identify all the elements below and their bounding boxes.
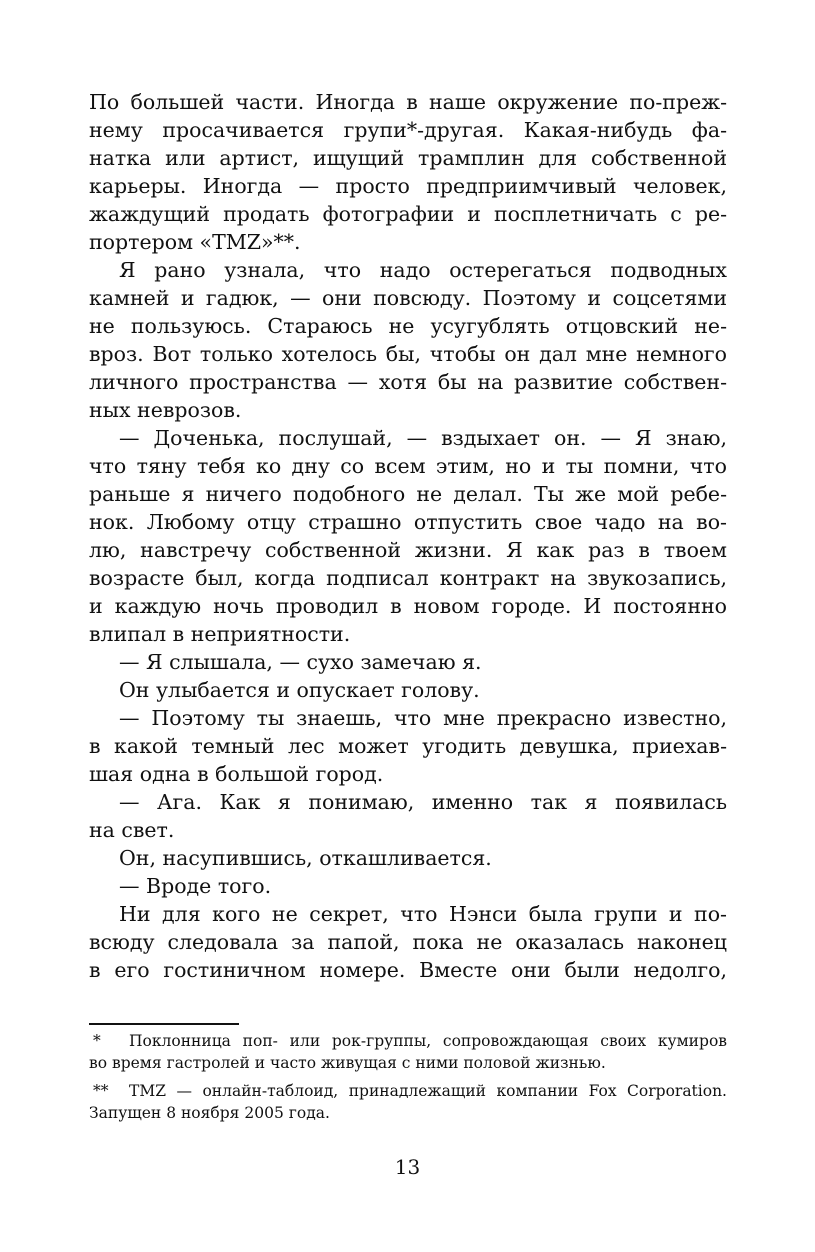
text-line: личного пространства — хотя бы на развитие собствен- [89, 370, 727, 394]
text-line: не пользуюсь. Стараюсь не усугублять отцовский не- [89, 314, 727, 338]
text-line: Он, насупившись, откашливается. [119, 846, 492, 870]
text-line: возрасте был, когда подписал контракт на звукозапись, [89, 566, 727, 590]
footnote-line [89, 1030, 727, 1052]
text-line: карьеры. Иногда — просто предприимчивый человек, [89, 174, 727, 198]
text-line: портером «TMZ»**. [89, 230, 301, 254]
text-line: в его гостиничном номере. Вместе они были недолго, [89, 958, 727, 982]
page-number: 13 [394, 1155, 421, 1179]
text-line: Ни для кого не секрет, что Нэнси была групи и по- [119, 902, 727, 926]
text-line: — Я слышала, — сухо замечаю я. [119, 650, 482, 674]
text-line: в какой темный лес может угодить девушка, приехав- [89, 734, 727, 758]
text-line: — Поэтому ты знаешь, что мне прекрасно известно, [119, 706, 727, 730]
text-line: шая одна в большой город. [89, 762, 384, 786]
footnote-separator [89, 1023, 239, 1025]
text-line: раньше я ничего подобного не делал. Ты же мой ребе- [89, 482, 727, 506]
text-line: натка или артист, ищущий трамплин для собственной [89, 146, 727, 170]
footnote-mark: * [93, 1032, 101, 1050]
text-line: камней и гадюк, — они повсюду. Поэтому и соцсетями [89, 286, 727, 310]
text-line: ных неврозов. [89, 398, 242, 422]
text-line: жаждущий продать фотографии и посплетничать с ре- [89, 202, 727, 226]
text-line: нок. Любому отцу страшно отпустить свое чадо на во- [89, 510, 727, 534]
body-text [89, 88, 727, 984]
text-line: нему просачивается групи*-другая. Какая-нибудь фа- [89, 118, 727, 142]
footnote-text: TMZ — онлайн-таблоид, принадлежащий компании Fox Corporation. [129, 1082, 727, 1100]
text-line: вроз. Вот только хотелось бы, чтобы он дал мне немного [89, 342, 727, 366]
footnote-1 [89, 1030, 727, 1074]
text-line: лю, навстречу собственной жизни. Я как раз в твоем [89, 538, 727, 562]
text-line: и каждую ночь проводил в новом городе. И постоянно [89, 594, 727, 618]
text-line: Я рано узнала, что надо остерегаться подводных [119, 258, 727, 282]
text-line: что тяну тебя ко дну со всем этим, но и ты помни, что [89, 454, 727, 478]
footnote-line: Запущен 8 ноября 2005 года. [89, 1104, 330, 1122]
text-line: Он улыбается и опускает голову. [119, 678, 480, 702]
text-line: — Вроде того. [119, 874, 272, 898]
footnote-line [89, 1080, 727, 1102]
footnote-2 [89, 1080, 727, 1124]
text-line: — Доченька, послушай, — вздыхает он. — Я знаю, [119, 426, 727, 450]
footnote-line: во время гастролей и часто живущая с ними половой жизнью. [89, 1054, 606, 1072]
footnotes [89, 1030, 727, 1124]
footnote-text: Поклонница поп- или рок-группы, сопровождающая своих кумиров [129, 1032, 727, 1050]
text-line: — Ага. Как я понимаю, именно так я появилась [119, 790, 727, 814]
text-line: на свет. [89, 818, 175, 842]
text-line: По большей части. Иногда в наше окружение по-преж- [89, 90, 727, 114]
footnote-mark: ** [93, 1082, 109, 1100]
text-line: влипал в неприятности. [89, 622, 351, 646]
text-line: всюду следовала за папой, пока не оказалась наконец [89, 930, 727, 954]
